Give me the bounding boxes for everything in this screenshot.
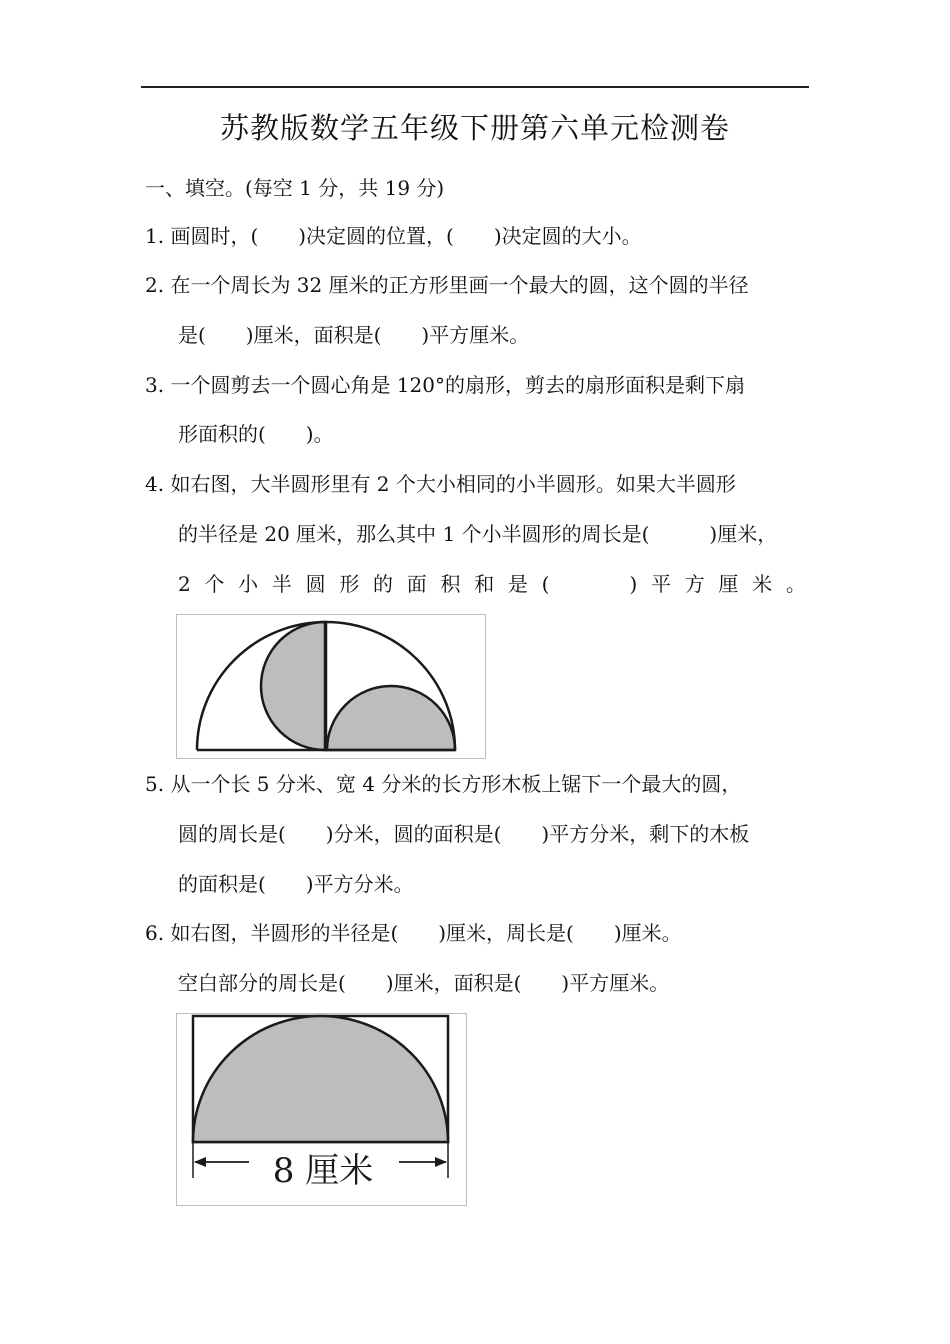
figure-semicircles (176, 614, 486, 759)
small-semicircle-horizontal (327, 686, 455, 750)
question-4-line-1: 4. 如右图，大半圆形里有 2 个大小相同的小半圆形。如果大半圆形 (145, 472, 736, 496)
question-4-line-2: 的半径是 20 厘米，那么其中 1 个小半圆形的周长是( )厘米， (178, 522, 778, 546)
question-5-line-1: 5. 从一个长 5 分米、宽 4 分米的长方形木板上锯下一个最大的圆， (145, 772, 742, 796)
question-5-line-2: 圆的周长是( )分米，圆的面积是( )平方分米，剩下的木板 (178, 822, 750, 846)
section-heading: 一、填空。(每空 1 分，共 19 分) (145, 176, 445, 200)
top-rule (141, 86, 809, 88)
question-3-line-1: 3. 一个圆剪去一个圆心角是 120°的扇形，剪去的扇形面积是剩下扇 (145, 373, 745, 397)
arrow-right-icon (435, 1157, 447, 1167)
question-2-line-1: 2. 在一个周长为 32 厘米的正方形里画一个最大的圆，这个圆的半径 (145, 273, 749, 297)
question-4-line-3: 2 个 小 半 圆 形 的 面 积 和 是 ( ) 平 方 厘 米 。 (178, 572, 806, 596)
question-6-line-1: 6. 如右图，半圆形的半径是( )厘米，周长是( )厘米。 (145, 921, 682, 945)
question-2-line-2: 是( )厘米，面积是( )平方厘米。 (178, 323, 530, 347)
shaded-semicircle (193, 1016, 448, 1142)
question-5-line-3: 的面积是( )平方分米。 (178, 872, 414, 896)
question-6-line-2: 空白部分的周长是( )厘米，面积是( )平方厘米。 (178, 971, 670, 995)
question-3-line-2: 形面积的( )。 (178, 422, 334, 446)
dimension-label: 8 厘米 (272, 1151, 374, 1191)
arrow-left-icon (194, 1157, 206, 1167)
page-title: 苏教版数学五年级下册第六单元检测卷 (219, 111, 730, 145)
small-semicircle-vertical (261, 622, 325, 750)
question-1: 1. 画圆时，( )决定圆的位置，( )决定圆的大小。 (145, 224, 642, 248)
figure-semicircle-rectangle (176, 1013, 467, 1206)
